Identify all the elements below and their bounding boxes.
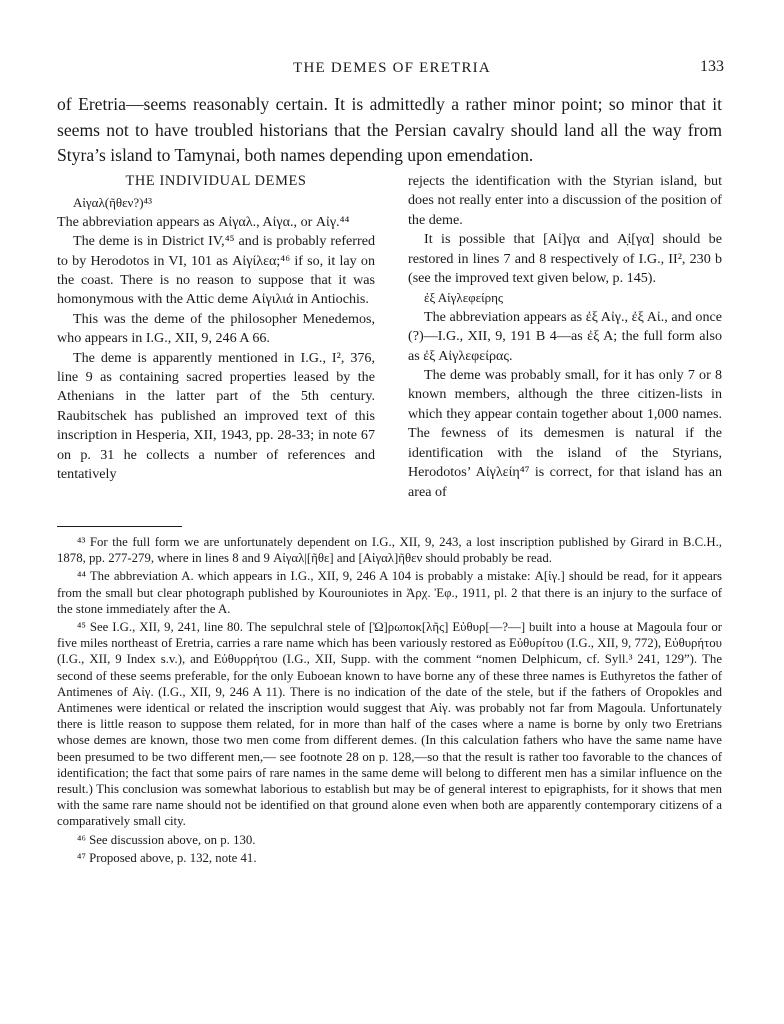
footnotes <box>57 534 722 866</box>
deme-lemma-aiglepheires: ἐξ Αἰγλεφείρης <box>424 290 504 306</box>
paragraph: This was the deme of the philosopher Menedemos, who appears in I.G., XII, 9, 246 A 66. <box>57 310 375 347</box>
paragraph: It is possible that [Αἰ]γα and Α̣ἰ[γα] should be restored in lines 7 and 8 respectively of I.G., II², 230 b (see the improved text given below, p. 145). <box>408 231 722 287</box>
page-number: 133 <box>700 58 724 75</box>
paragraph: rejects the identification with the Styrian island, but does not really enter into a discussion of the position of the deme. <box>408 173 722 228</box>
right-column <box>408 172 722 502</box>
paragraph: The deme was probably small, for it has only 7 or 8 known members, although the three citizen-lists in which they appear contain together about 1,000 names. The fewness of its demesmen is natural if the identification with the island of the Styrians, Herodotos’ Αἰγλείη⁴⁷ is correct, for that island has an area of <box>408 367 722 500</box>
footnote-46: ⁴⁶ See discussion above, on p. 130. <box>77 832 256 847</box>
footnote-44: ⁴⁴ The abbreviation A. which appears in I.G., XII, 9, 246 A 104 is probably a mistake: Α[ἰγ.] should be read, for it appears from the small but clear photograph published by Kourouniotes in Ἀρχ. Ἐφ., 1911, pl. 2 that there is an injury to the surface of the stone immediately after the A. <box>57 569 722 616</box>
paragraph: The abbreviation appears as Αἰγαλ., Αἰγα., or Αἰγ.⁴⁴ <box>57 213 350 230</box>
intro-paragraph: of Eretria—seems reasonably certain. It is admittedly a rather minor point; so minor that it seems not to have troubled historians that the Persian cavalry should land all the way from Styra’s island to Tamynai, both names depending upon emendation. <box>57 94 722 165</box>
running-title: THE DEMES OF ERETRIA <box>293 60 491 76</box>
paragraph: The abbreviation appears as ἐξ Αἰγ., ἐξ Αἰ., and once (?)—I.G., XII, 9, 191 B 4—as ἐξ Α; the full form also as ἐξ Αἰγλεφείρας. <box>408 308 722 364</box>
footnote-43: ⁴³ For the full form we are unfortunately dependent on I.G., XII, 9, 243, a lost inscription published by Girard in B.C.H., 1878, pp. 277-279, where in lines 8 and 9 Αἰγαλ|[ῆθε] and [Αἰγαλ]ῆθεν should probably be read. <box>57 535 722 566</box>
footnote-47: ⁴⁷ Proposed above, p. 132, note 41. <box>77 850 257 865</box>
footnote-rule <box>57 526 182 527</box>
footnote-45: ⁴⁵ See I.G., XII, 9, 241, line 80. The sepulchral stele of [Ὠ]ρωποκ[λῆς] Εὐθυρ[––?––] built into a house at Magoula four or five miles northeast of Eretria, carries a rare name which has been variously restored as Εὐθυρίτου (I.G., XII, 9, 772), Εὐθυρήτου (I.G., XII, 9 Index s.v.), and Εὐθυρρήτου (I.G., XII, Supp. with the comment “nomen Delphicum, cf. Syll.³ 241, 129”). The second of these seems preferable, for the only Euboean known to have borne any of these three names is Euthyretos the father of Antimenes of Αἰγ. (I.G., XII, 9, 246 A 11). There is no indication of the date of the stele, but if the fathers of Oropokles and Antimenes were identical or related the inscription would suggest that Αἰγ. was probably not far from Magoula. Unfortunately there is little reason to suppose them related, for in more than half of the cases where a name is borne by only two Eretrians whose demes are known, those two men come from different demes. (In this calculation fathers who have the same name have been presumed to be two different men,— see footnote 28 on p. 128,—so that the result is rather too favorable to the chances of identification; the fact that some pairs of rare names in the same deme will belong to different men has a similar influence on the result.) This conclusion was somewhat laborious to establish but may be of general interest to epigraphists, for it shows that men with the same rare name should not be identified on that ground alone even when both are apparently contemporary citizens of a comparatively small city. <box>57 620 722 829</box>
deme-lemma-aigal: Αἰγαλ(ῆθεν?)⁴³ <box>73 195 152 211</box>
section-heading: THE INDIVIDUAL DEMES <box>125 173 307 189</box>
paragraph: The deme is in District IV,⁴⁵ and is probably referred to by Herodotos in VI, 101 as Αἰγίλεα;⁴⁶ if so, it lay on the coast. There is no reason to suppose that it was homonymous with the Attic deme Αἰγιλιά in Antiochis. <box>57 233 375 308</box>
paragraph: The deme is apparently mentioned in I.G., I², 376, line 9 as containing sacred properties leased by the Athenians in the latter part of the 5th century. Raubitschek has published an improved text of this inscription in Hesperia, XII, 1943, pp. 28-33; in note 67 on p. 31 he collects a number of references and tentatively <box>57 349 375 483</box>
left-column <box>57 172 375 485</box>
